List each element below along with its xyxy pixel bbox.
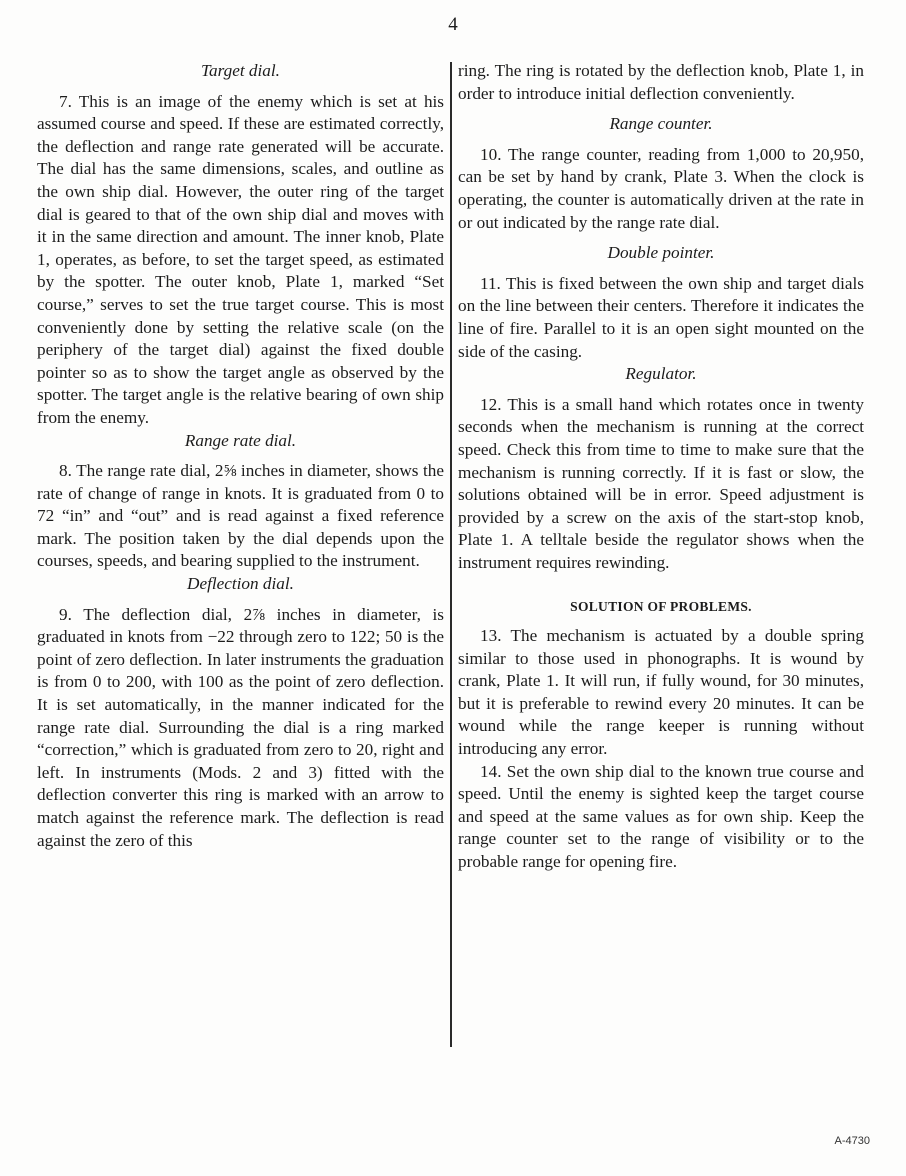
section-heading-target-dial: Target dial. xyxy=(201,61,280,80)
section-heading-double-pointer: Double pointer. xyxy=(607,243,715,263)
section-heading-range-counter: Range counter. xyxy=(609,114,713,134)
section-heading-regulator: Regulator. xyxy=(625,364,697,384)
paragraph-9: 9. The deflection dial, 2⅞ inches in diameter, is graduated in knots from −22 through zero to 122; 50 is the point of zero deflection. In later instruments the graduation is from 0 to 200, with 100 as the point of zero deflection. It is set automatically, in the manner indicated for the range rate dial. Surrounding the dial is a ring marked “correction,” which is graduated from zero to 20, right and left. In instruments (Mods. 2 and 3) fitted with the deflection converter this ring is marked with an arrow to match against the reference mark. The deflection is read against the zero of this xyxy=(37,604,444,850)
page-number: 4 xyxy=(448,14,458,35)
left-column xyxy=(37,58,444,852)
paragraph-11: 11. This is fixed between the own ship and target dials on the line between their centers. Therefore it indicates the line of fire. Parallel to it is an open sight mounted on the side of the casing. xyxy=(458,273,864,361)
paragraph-9-continuation: ring. The ring is rotated by the deflection knob, Plate 1, in order to introduce initial deflection conveniently. xyxy=(458,61,864,103)
section-heading-deflection-dial: Deflection dial. xyxy=(187,574,294,594)
paragraph-8: 8. The range rate dial, 2⅝ inches in diameter, shows the rate of change of range in knots. It is graduated from 0 to 72 “in” and “out” and is read against a fixed reference mark. The position taken by the dial depends upon the courses, speeds, and bearing supplied to the instrument. xyxy=(37,461,444,571)
paragraph-7: 7. This is an image of the enemy which is set at his assumed course and speed. If these are estimated correctly, the deflection and range rate generated will be accurate. The dial has the same dimensions, scales, and outline as the own ship dial. However, the outer ring of the target dial is geared to that of the own ship dial and moves with it in the same direction and amount. The inner knob, Plate 1, operates, as before, to set the target speed, as estimated by the spotter. The outer knob, Plate 1, marked “Set course,” serves to set the true target course. This is most conveniently done by setting the relative scale (on the periphery of the target dial) against the fixed double pointer so as to show the target angle as observed by the spotter. The target angle is the relative bearing of own ship from the enemy. xyxy=(37,91,444,427)
right-column xyxy=(458,60,864,874)
column-divider xyxy=(450,62,452,1047)
section-heading-range-rate-dial: Range rate dial. xyxy=(184,430,297,450)
paragraph-10: 10. The range counter, reading from 1,000 to 20,950, can be set by hand by crank, Plate 3. When the clock is operating, the counter is automatically driven at the rate in or out indicated by the range rate dial. xyxy=(458,144,864,232)
major-section-title: SOLUTION OF PROBLEMS. xyxy=(570,599,752,615)
paragraph-12: 12. This is a small hand which rotates once in twenty seconds when the mechanism is running at the correct speed. Check this from time to time to make sure that the mechanism is running correctly. If it is fast or slow, the solutions obtained will be in error. Speed adjustment is provided by a screw on the axis of the start-stop knob, Plate 1. A telltale beside the regulator shows when the instrument requires rewinding. xyxy=(458,394,864,572)
paragraph-14: 14. Set the own ship dial to the known true course and speed. Until the enemy is sighted keep the target course and speed at the same values as for own ship. Keep the range counter set to the range of visibility or to the probable range for opening fire. xyxy=(458,761,864,871)
footer-code: A-4730 xyxy=(834,1135,870,1147)
paragraph-13: 13. The mechanism is actuated by a double spring similar to those used in phonographs. It is wound by crank, Plate 1. It will run, if fully wound, for 30 minutes, but it is preferable to rewind every 20 minutes. It can be wound while the range keeper is running without introducing any error. xyxy=(458,626,864,759)
